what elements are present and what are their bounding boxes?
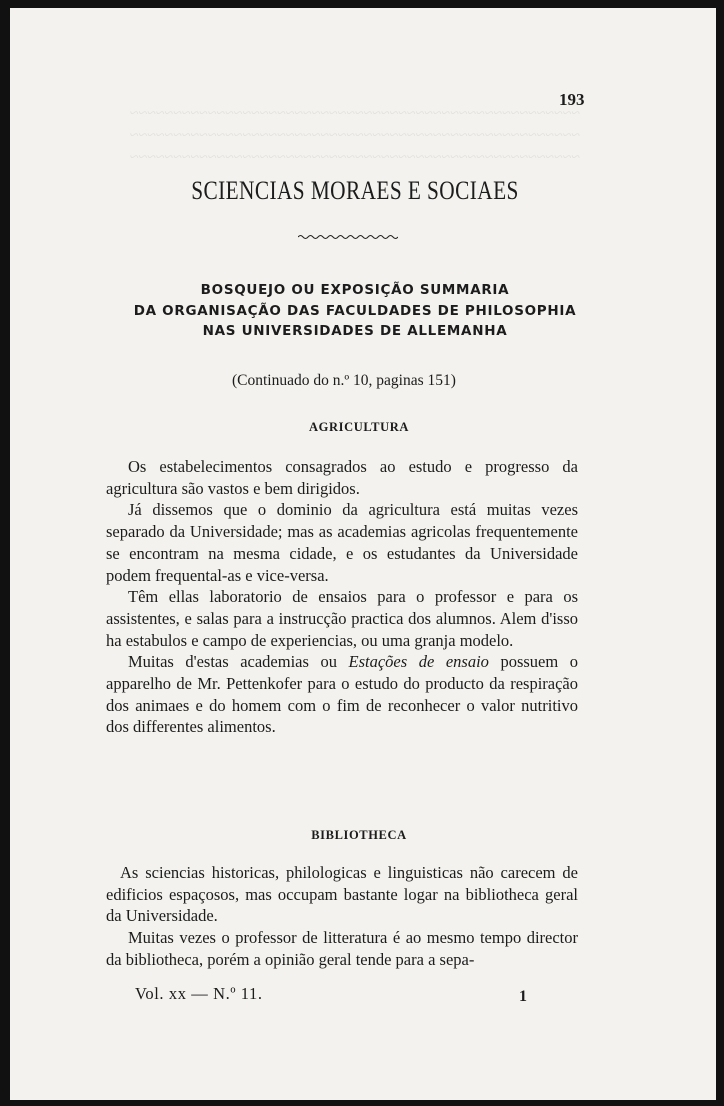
- paragraph: [106, 651, 578, 738]
- paragraph: Os estabelecimentos consagrados ao estudo e progresso da agricultura são vastos e bem dirigidos.: [106, 457, 578, 498]
- paragraph: As sciencias historicas, philologicas e linguisticas não carecem de edificios espaçosos, mas occupam bastante logar na bibliotheca geral da Universidade.: [106, 863, 578, 926]
- section-title: SCIENCIAS MORAES E SOCIAES: [191, 176, 519, 205]
- bibliotheca-section: [106, 862, 578, 971]
- document-page: [10, 8, 716, 1100]
- continued-note: (Continuado do n.º 10, paginas 151): [232, 372, 456, 389]
- article-title-line: DA ORGANISAÇÃO DAS FACULDADES DE PHILOSOPHIA: [133, 302, 577, 319]
- paragraph: Já dissemos que o dominio da agricultura está muitas vezes separado da Universidade; mas as academias agricolas frequentemente se encontram na mesma cidade, e os estudantes da Universidade podem frequental-as e vice-versa.: [106, 500, 578, 585]
- page-number: 193: [559, 90, 585, 109]
- article-title-line: NAS UNIVERSIDADES DE ALLEMANHA: [202, 323, 508, 339]
- article-title-line: BOSQUEJO OU EXPOSIÇÃO SUMMARIA: [200, 282, 510, 298]
- signature-mark: 1: [519, 988, 527, 1005]
- volume-footer: Vol. xx — N.º 11.: [135, 984, 263, 1003]
- agricultura-section: [106, 456, 578, 738]
- paragraph-text: possuem o apparelho de Mr. Pettenkofer para o estudo do producto da respiração dos animaes e do homem com o fim de reconhecer o valor nutritivo dos differentes alimentos.: [106, 652, 578, 737]
- paragraph-text: Muitas d'estas academias ou: [128, 652, 349, 672]
- paragraph: Têm ellas laboratorio de ensaios para o professor e para os assistentes, e salas para a instrucção practica dos alumnos. Alem d'isso ha estabulos e campo de experiencias, ou uma granja modelo.: [106, 587, 578, 650]
- wavy-rule-ornament: [298, 234, 398, 240]
- agricultura-heading: AGRICULTURA: [309, 420, 409, 434]
- show-through-texture: ~~~~~~~~~~~~~~~~~~~~~~~~~~~~~~~~~~~~~~~~~~~~~~~~~~~~ ~~~~~~~~~~~~~~~~~~~~~~~~~~~~~~~~~~~~~~~~~~~~~~~~~~~~ ~~~~~~~~~~~~~~~~~~~~~~~~~~~~~~~~~~~~~~~~~~~~~~~~~~~~: [129, 105, 580, 166]
- article-title: [10, 280, 700, 342]
- paragraph: Muitas vezes o professor de litteratura é ao mesmo tempo director da bibliotheca, porém a opinião geral tende para a sepa-: [106, 928, 578, 969]
- italic-term: Estações de ensaio: [348, 652, 489, 672]
- bibliotheca-heading: BIBLIOTHECA: [311, 828, 407, 842]
